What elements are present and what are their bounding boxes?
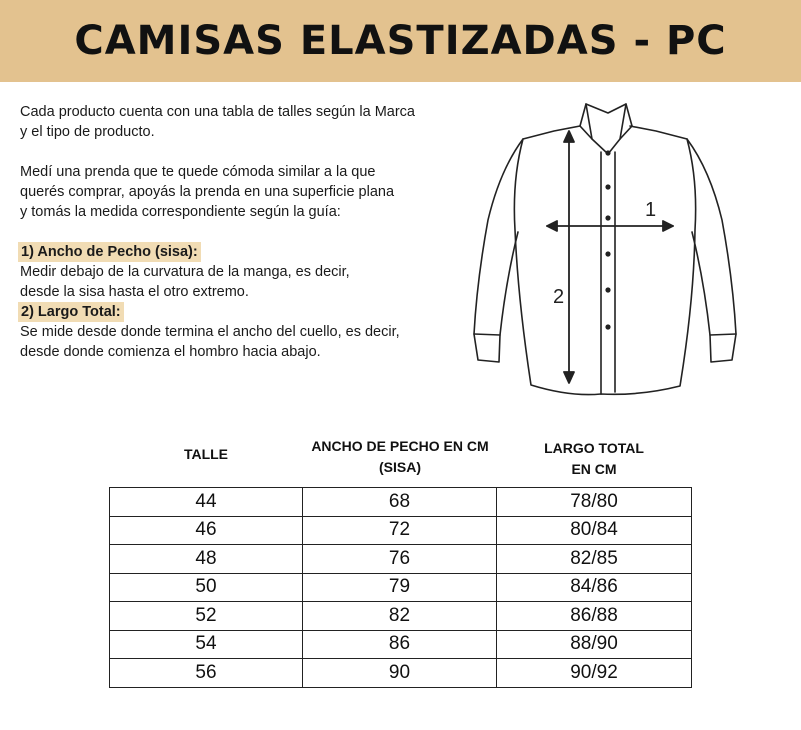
cell-largo: 90/92 [497,659,692,688]
cell-talle: 52 [110,602,303,631]
table-row [110,630,692,659]
chest-width-label: 1 [645,199,657,221]
cell-ancho: 76 [303,545,497,574]
cell-ancho: 79 [303,573,497,602]
cell-largo: 80/84 [497,516,692,545]
title-banner [0,0,801,82]
cell-ancho: 82 [303,602,497,631]
shirt-diagram [470,100,740,400]
chest-width-arrow [547,221,673,231]
cell-talle: 54 [110,630,303,659]
intro-text [20,102,480,362]
intro-line: querés comprar, apoyás la prenda en una superficie plana [20,184,395,200]
cell-talle: 56 [110,659,303,688]
cell-ancho: 72 [303,516,497,545]
page-title: CAMISAS ELASTIZADAS - PC [74,18,727,64]
cell-talle: 50 [110,573,303,602]
intro-line: Medí una prenda que te quede cómoda similar a la que [20,164,376,180]
measure-1-description: desde la sisa hasta el otro extremo. [20,284,249,300]
table-row [110,516,692,545]
total-length-arrow [564,131,574,383]
intro-line: y tomás la medida correspondiente según la guía: [20,204,341,220]
measure-2-description: Se mide desde donde termina el ancho del cuello, es decir, [20,324,400,340]
table-row [110,659,692,688]
shirt-outline [474,104,736,395]
measure-2-description: desde donde comienza el hombro hacia abajo. [20,344,321,360]
cell-talle: 44 [110,488,303,517]
shirt-buttons [605,150,610,329]
intro-line: Cada producto cuenta con una tabla de talles según la Marca [20,104,415,120]
cell-ancho: 90 [303,659,497,688]
column-header-ancho: ANCHO DE PECHO EN CM (SISA) [311,438,489,475]
measure-1-heading: 1) Ancho de Pecho (sisa): [18,242,201,262]
column-header-talle: TALLE [183,446,229,462]
cell-talle: 48 [110,545,303,574]
cell-talle: 46 [110,516,303,545]
cell-largo: 82/85 [497,545,692,574]
measure-1-description: Medir debajo de la curvatura de la manga, es decir, [20,264,350,280]
cell-largo: 88/90 [497,630,692,659]
cell-ancho: 68 [303,488,497,517]
column-header-largo: LARGO TOTAL EN CM [544,440,644,477]
size-table [109,487,692,688]
measure-2-heading: 2) Largo Total: [18,302,124,322]
intro-line: y el tipo de producto. [20,124,155,140]
cell-ancho: 86 [303,630,497,659]
cell-largo: 78/80 [497,488,692,517]
table-row [110,488,692,517]
cell-largo: 86/88 [497,602,692,631]
cell-largo: 84/86 [497,573,692,602]
table-row [110,602,692,631]
table-row [110,545,692,574]
table-row [110,573,692,602]
total-length-label: 2 [553,286,565,308]
